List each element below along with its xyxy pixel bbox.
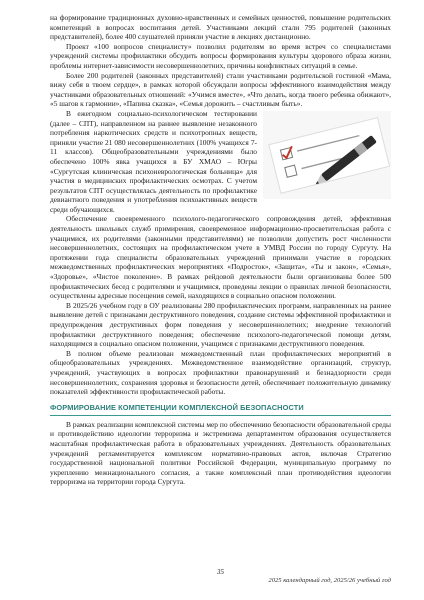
paragraph-3: Более 200 родителей (законных представителей) стали участниками родительской гостиной «Мама, вижу себя в твоем сердце», в рамках которой обсуждали вопросы эффективного взаимодействия между участниками образовательных отношений: «Учимся вместе», «Что делать, когда твоего ребенка обижают», «5 шагов к гармонии», «Папина сказка», «Семья дорожить – счастливым быть». <box>50 70 391 109</box>
paragraph-2: Проект «100 вопросов специалисту» позволил родителям во время встреч со специалистами учреждений системы профилактики обсудить вопросы формирования культуры здорового образа жизни, проблемы интернет-зависимости несовершеннолетних, причины конфликтных ситуаций в семье. <box>50 41 391 70</box>
checklist-pen-image <box>263 111 391 199</box>
section-heading: ФОРМИРОВАНИЕ КОМПЕТЕНЦИИ КОМПЛЕКСНОЙ БЕЗОПАСНОСТИ <box>50 402 304 412</box>
paragraph-4: В ежегодном социально-психологическом тестировании (далее – СПТ), направленном на раннее выявление незаконного потребления наркотических средств и психотропных веществ, приняли участие 21 080 несовершеннолетних (100% учащихся 7-11 классов). Общеобразовательными учреждениями было обеспечено 100% явка учащихся в БУ ХМАО – Югры «Сургутская клиническая психоневрологическая больница» для участия в медицинских профилактических осмотрах. С учетом результатов СПТ осуществлялась деятельность по профилактике девиантного поведения и употребления психоактивных веществ среди обучающихся. <box>50 108 257 214</box>
footer-note: 2025 календарный год, 2025/26 учебный год <box>268 577 391 584</box>
page-number: 35 <box>217 568 224 576</box>
paragraph-6: В 2025/26 учебном году в ОУ реализованы 280 профилактических программ, направленных на раннее выявление детей с признаками деструктивного поведения, создание системы эффективной профилактики и предупреждения деструктивных форм поведения у несовершеннолетних; внедрение технологий профилактики деструктивного поведения; обеспечение психолого-педагогической помощи детям, находящимся в социально опасном положении, учащимся с признаками деструктивного поведения. <box>50 300 391 349</box>
paragraph-8: В рамках реализации комплексной системы мер по обеспечению безопасности образовательной среды и противодействию идеологии терроризма и экстремизма департаментом образования осуществляется масштабная профилактическая работа в образовательных учреждениях. Деятельность образовательных учреждений регламентируется комплексом нормативно-правовых актов, включая Стратегию государственной национальной политики Российской Федерации, муниципальную программу по укреплению межнационального согласия, а также комплексный план противодействия идеологии терроризма на территории города Сургута. <box>50 419 391 487</box>
paragraph-5: Обеспечение своевременного психолого-педагогического сопровождения детей, эффективная деятельность школьных служб примирения, своевременное информационно-просветительская работа с учащимися, их родителями (законными представителями) не позволили допустить рост численности несовершеннолетних, состоящих на профилактическом учете в УМВД России по городу Сургуту. На протяжении года специалисты образовательных учреждений принимали участие в городских межведомственных профилактических мероприятиях «Подросток», «Защита», «Ты и закон», «Семья», «Здоровье», «Чистое поколение». В рамках рейдовой деятельности были организованы более 500 профилактических бесед с родителями и учащимися, проведены лекции о правилах личной безопасности, осуществлены адресные посещения семей, находящихся в социально опасном положении. <box>50 214 391 301</box>
paragraph-7: В полном объеме реализован межведомственный план профилактических мероприятий в общеобразовательных учреждениях. Межведомственное взаимодействие организаций, структур, учреждений, участвующих в вопросах профилактики правонарушений и безнадзорности среди несовершеннолетних, сохранения здоровья и безопасности детей, обеспечивает положительную динамику показателей эффективности профилактической работы. <box>50 348 391 397</box>
heading-rule <box>50 415 391 416</box>
tested-block <box>50 109 391 215</box>
paragraph-1: на формирование традиционных духовно-нравственных и семейных ценностей, повышение родительских компетенций в вопросах воспитания детей. Участниками лекций стали 795 родителей (законных представителей), более 400 слушателей приняли участие в лекциях дистанционно. <box>50 13 391 42</box>
